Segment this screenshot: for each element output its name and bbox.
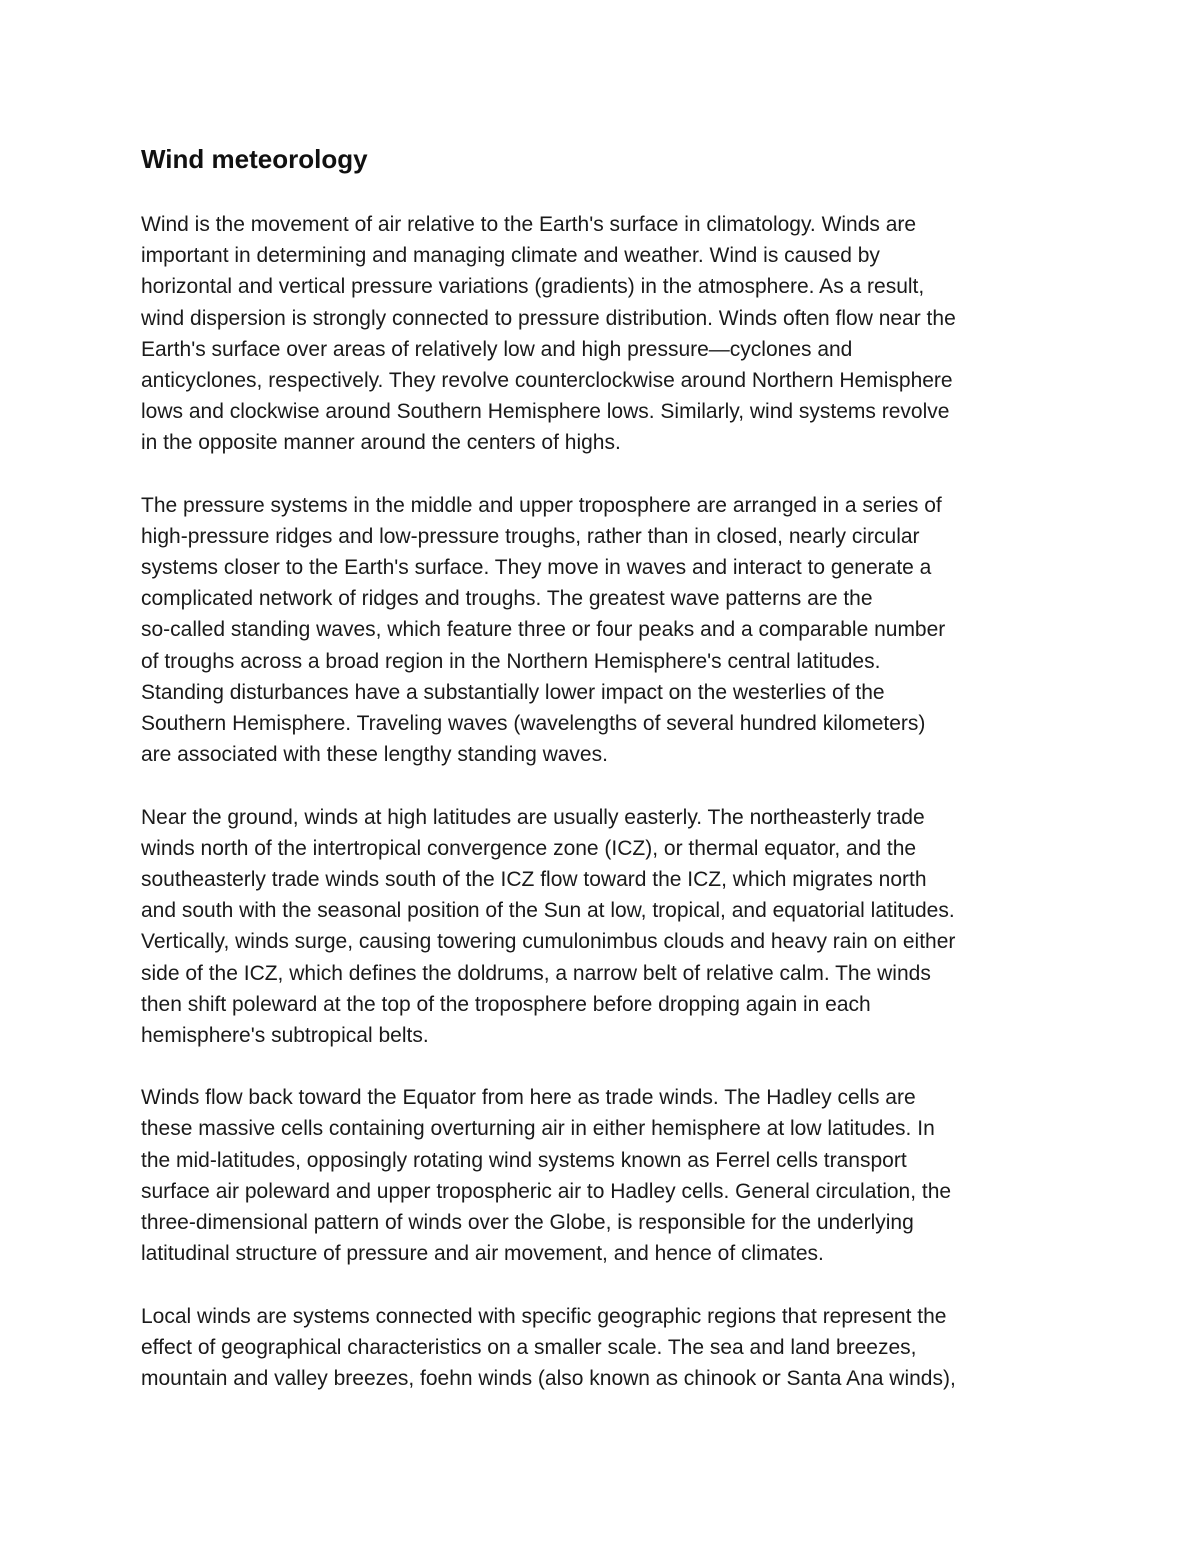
- paragraph-line: winds north of the intertropical convergence zone (ICZ), or thermal equator, and the: [141, 836, 917, 860]
- paragraph-line: Standing disturbances have a substantially lower impact on the westerlies of the: [141, 680, 885, 704]
- document-content: [141, 140, 1081, 1425]
- body-paragraph: [141, 1082, 1081, 1269]
- paragraph-line: Earth's surface over areas of relatively low and high pressure—cyclones and: [141, 337, 853, 361]
- document-title: Wind meteorology: [141, 144, 368, 174]
- paragraph-line: wind dispersion is strongly connected to pressure distribution. Winds often flow near the: [141, 306, 956, 330]
- body-paragraph: [141, 802, 1081, 1052]
- paragraph-line: of troughs across a broad region in the Northern Hemisphere's central latitudes.: [141, 649, 881, 673]
- paragraph-line: lows and clockwise around Southern Hemisphere lows. Similarly, wind systems revolve: [141, 400, 950, 424]
- paragraph-line: Wind is the movement of air relative to the Earth's surface in climatology. Winds are: [141, 213, 917, 236]
- paragraph-line: complicated network of ridges and troughs. The greatest wave patterns are the: [141, 587, 873, 611]
- paragraph-line: mountain and valley breezes, foehn winds (also known as chinook or Santa Ana winds),: [141, 1366, 956, 1390]
- document-body: [141, 209, 1081, 1394]
- paragraph-line: side of the ICZ, which defines the doldrums, a narrow belt of relative calm. The winds: [141, 961, 931, 985]
- body-paragraph: [141, 490, 1081, 771]
- paragraph-line: Vertically, winds surge, causing towering cumulonimbus clouds and heavy rain on either: [141, 930, 956, 954]
- paragraph-line: anticyclones, respectively. They revolve counterclockwise around Northern Hemisphere: [141, 368, 953, 392]
- paragraph-line: effect of geographical characteristics on a smaller scale. The sea and land breezes,: [141, 1335, 917, 1359]
- paragraph-line: Near the ground, winds at high latitudes are usually easterly. The northeasterly trade: [141, 805, 925, 829]
- paragraph-line: Local winds are systems connected with specific geographic regions that represent the: [141, 1304, 947, 1328]
- paragraph-line: are associated with these lengthy standing waves.: [141, 743, 608, 767]
- paragraph-line: The pressure systems in the middle and upper troposphere are arranged in a series of: [141, 493, 942, 517]
- body-paragraph: [141, 1301, 1081, 1395]
- paragraph-line: systems closer to the Earth's surface. They move in waves and interact to generate a: [141, 556, 932, 580]
- paragraph-line: then shift poleward at the top of the troposphere before dropping again in each: [141, 992, 871, 1016]
- paragraph-line: southeasterly trade winds south of the ICZ flow toward the ICZ, which migrates north: [141, 867, 927, 891]
- paragraph-line: these massive cells containing overturning air in either hemisphere at low latitudes. In: [141, 1117, 935, 1141]
- paragraph-line: important in determining and managing climate and weather. Wind is caused by: [141, 244, 880, 268]
- paragraph-line: and south with the seasonal position of the Sun at low, tropical, and equatorial latitudes.: [141, 899, 955, 923]
- body-paragraph: [141, 209, 1081, 459]
- paragraph-line: three-dimensional pattern of winds over the Globe, is responsible for the underlying: [141, 1211, 914, 1234]
- paragraph-line: hemisphere's subtropical belts.: [141, 1023, 429, 1047]
- paragraph-line: surface air poleward and upper tropospheric air to Hadley cells. General circulation, the: [141, 1179, 952, 1203]
- paragraph-line: high-pressure ridges and low-pressure troughs, rather than in closed, nearly circular: [141, 524, 920, 548]
- paragraph-line: so-called standing waves, which feature three or four peaks and a comparable number: [141, 618, 946, 642]
- paragraph-line: Southern Hemisphere. Traveling waves (wavelengths of several hundred kilometers): [141, 712, 926, 735]
- paragraph-line: latitudinal structure of pressure and air movement, and hence of climates.: [141, 1242, 824, 1266]
- paragraph-line: horizontal and vertical pressure variations (gradients) in the atmosphere. As a result,: [141, 275, 925, 299]
- paragraph-line: in the opposite manner around the centers of highs.: [141, 431, 621, 455]
- paragraph-line: the mid-latitudes, opposingly rotating wind systems known as Ferrel cells transport: [141, 1148, 907, 1172]
- paragraph-line: Winds flow back toward the Equator from here as trade winds. The Hadley cells are: [141, 1086, 916, 1110]
